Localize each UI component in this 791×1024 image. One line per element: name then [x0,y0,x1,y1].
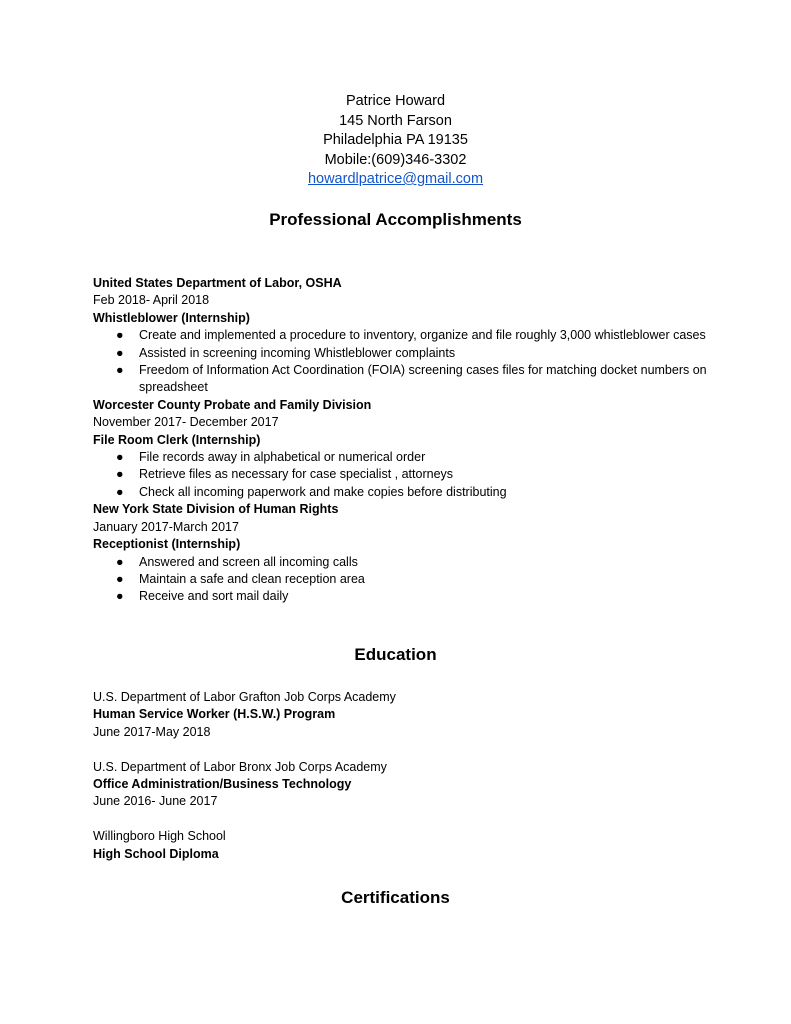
bullet-icon: ● [116,589,124,604]
mobile-number: Mobile:(609)346-3302 [324,151,467,168]
job-role: Receptionist (Internship) [93,537,241,552]
list-item: ● Check all incoming paperwork and make copies before distributing [93,484,713,501]
school-name: Willingboro High School [93,829,226,844]
section-title-professional: Professional Accomplishments [269,210,522,229]
list-item: ● Assisted in screening incoming Whistleblower complaints [93,345,713,362]
address-line-1: 145 North Farson [339,112,452,129]
list-item: ● Retrieve files as necessary for case specialist , attorneys [93,466,713,483]
list-item: ● File records away in alphabetical or numerical order [93,449,713,466]
bullet-icon: ● [116,554,124,569]
education-list [93,689,713,863]
bullet-icon: ● [116,345,124,360]
school-name: U.S. Department of Labor Grafton Job Corps Academy [93,690,396,704]
education-dates: June 2017-May 2018 [93,724,211,739]
job-organization: Worcester County Probate and Family Division [93,397,372,412]
job-organization: United States Department of Labor, OSHA [93,276,342,290]
program-name: Human Service Worker (H.S.W.) Program [93,707,336,722]
bullet-icon: ● [116,571,124,586]
education-dates: June 2016- June 2017 [93,794,218,809]
list-item: ● Create and implemented a procedure to inventory, organize and file roughly 3,000 whistleblower cases [93,327,713,344]
job-role: Whistleblower (Internship) [93,310,250,325]
bullet-icon: ● [116,363,124,378]
section-title-certifications: Certifications [341,888,450,907]
school-name: U.S. Department of Labor Bronx Job Corps Academy [93,759,387,774]
job-dates: January 2017-March 2017 [93,519,239,534]
job-dates: November 2017- December 2017 [93,415,279,430]
address-line-2: Philadelphia PA 19135 [323,132,468,148]
experience-list [93,275,713,606]
program-name: High School Diploma [93,846,219,861]
list-item: ● Freedom of Information Act Coordination (FOIA) screening cases files for matching docket numbers on spreadsheet [116,363,707,395]
section-title-education: Education [354,645,437,664]
job-organization: New York State Division of Human Rights [93,502,339,517]
applicant-name: Patrice Howard [345,93,446,109]
job-duties [93,327,713,397]
program-name: Office Administration/Business Technology [93,777,352,792]
job-duties [93,554,713,606]
list-item: ● Receive and sort mail daily [93,588,713,605]
email-link[interactable]: howardlpatrice@gmail.com [307,171,484,187]
list-item: ● Answered and screen all incoming calls [93,554,713,571]
bullet-icon: ● [116,467,124,482]
contact-header [0,92,791,190]
bullet-icon: ● [116,450,124,465]
list-item: ● Maintain a safe and clean reception area [93,571,713,588]
bullet-icon: ● [116,328,124,343]
bullet-icon: ● [116,484,124,499]
job-dates: Feb 2018- April 2018 [93,293,210,308]
job-role: File Room Clerk (Internship) [93,432,261,447]
job-duties [93,449,713,501]
